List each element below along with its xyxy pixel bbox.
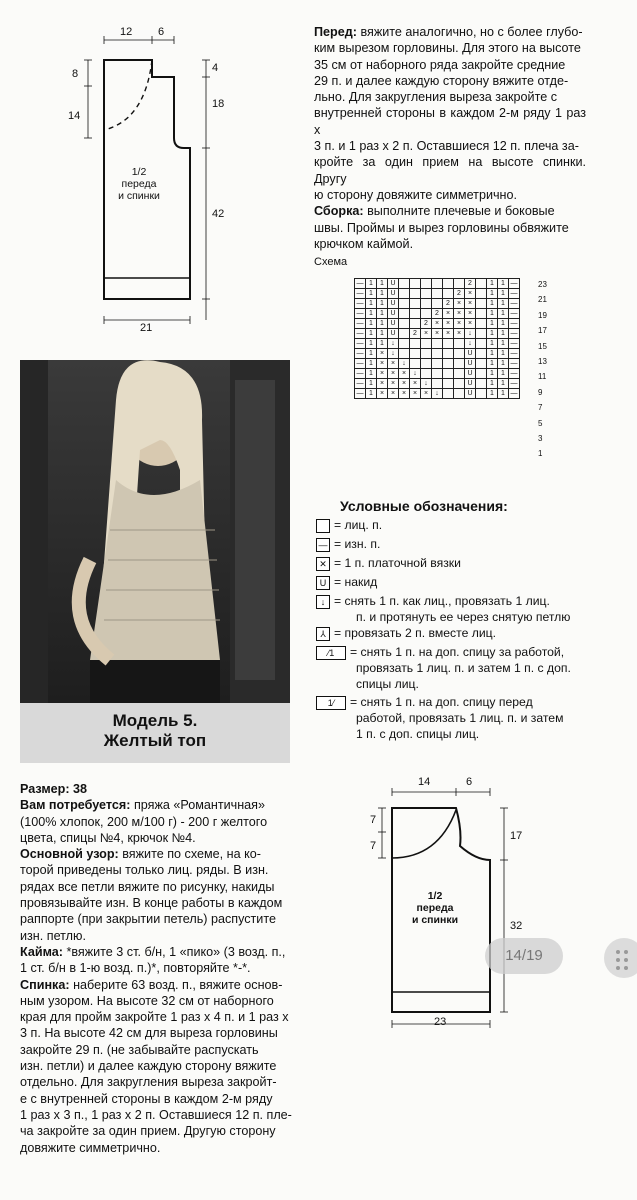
- schema-cell: [399, 289, 410, 299]
- schema-cell: [443, 379, 454, 389]
- schema-cell: 1: [487, 329, 498, 339]
- schema-cell: 1: [498, 389, 509, 399]
- size-line: Размер: 38: [20, 782, 88, 796]
- k2tog-icon: ⅄: [316, 627, 330, 641]
- model-number: Модель 5.: [112, 711, 198, 730]
- schema-cell: —: [356, 300, 364, 307]
- schema-cell: [454, 279, 465, 289]
- schema-cell: [476, 299, 487, 309]
- schema-cell: 1: [377, 329, 388, 339]
- dim-7a-bottom: 7: [370, 814, 377, 826]
- schema-cell: ↓: [465, 339, 476, 349]
- schema-cell: ×: [443, 329, 454, 339]
- schema-cell: 1: [366, 379, 377, 389]
- schema-cell: ×: [454, 299, 465, 309]
- garter-stitch-icon: ✕: [316, 557, 330, 571]
- schema-cell: [399, 309, 410, 319]
- schema-cell: 1: [498, 379, 509, 389]
- schema-cell: ×: [443, 319, 454, 329]
- dim-12: 12: [120, 26, 133, 38]
- schema-cell: [421, 369, 432, 379]
- schema-cell: —: [510, 300, 518, 307]
- schema-cell: —: [356, 370, 364, 377]
- schema-cell: —: [356, 390, 364, 397]
- schema-cell: 1: [487, 379, 498, 389]
- schema-cell: 1: [487, 369, 498, 379]
- schema-cell: [454, 359, 465, 369]
- schema-cell: [454, 389, 465, 399]
- schema-cell: U: [388, 299, 399, 309]
- schema-cell: ↓: [410, 369, 421, 379]
- schema-cell: 1: [377, 339, 388, 349]
- schema-cell: —: [356, 320, 364, 327]
- legend-title: Условные обозначения:: [340, 498, 508, 514]
- schema-cell: [432, 289, 443, 299]
- knitting-schema: [354, 278, 520, 399]
- schema-cell: ×: [377, 349, 388, 359]
- schema-row-number: 15: [538, 341, 547, 351]
- dim-6-bottom: 6: [466, 776, 473, 788]
- schema-row-number: 13: [538, 357, 547, 366]
- schema-cell: ×: [410, 389, 421, 399]
- schema-cell: 1: [498, 289, 509, 299]
- schema-cell: ↓: [388, 349, 399, 359]
- schema-row-number: 11: [538, 372, 547, 382]
- schema-cell: [476, 319, 487, 329]
- schema-cell: 1: [487, 279, 498, 289]
- model-photo: [20, 360, 290, 703]
- schema-cell: ↓: [421, 379, 432, 389]
- schema-cell: ×: [399, 389, 410, 399]
- dim-7b-bottom: 7: [370, 840, 377, 852]
- schema-cell: [421, 299, 432, 309]
- schema-row-number: 23: [538, 280, 547, 289]
- schema-cell: [476, 309, 487, 319]
- model-name: Желтый топ: [103, 731, 207, 750]
- instructions-text: Размер: 38 Вам потребуется: пряжа «Романтичная» (100% хлопок, 200 м/100 г) - 200 г желтого цвета, спицы №4, крючок №4. Основной узор: вяжите по схеме, на ко- торой приведены только лиц. ряды. В изн. рядах все петли вяжите по рисунку, накиды провязывайте изн. В конце работы в каждом раппорте (при закрытии петель) распустите изн. петлю. Кайма: *вяжите 3 ст. б/н, 1 «пико» (3 возд. п., 1 ст. б/н в 1-ю возд. п.)*, повторяйте *-*. Спинка: наберите 63 возд. п., вяжите основ- ным узором. На высоте 32 см от наборного края для пройм закройте 1 раз х 4 п. и 1 раз х 3 п. На высоте 42 см для выреза горловины закройте 29 п. (не забывайте распускать изн. петли) и далее каждую сторону вяжите отдельно. Для закругления выреза закройт- е с внутренней стороны в каждом 2-м ряду 1 раз х 3 п., 1 раз х 2 п. Оставшиеся 12 п. пле- ча закройте за один прием. Другую сторону довяжите симметрично.: [20, 782, 292, 1155]
- schema-row-number: 17: [538, 326, 547, 336]
- schema-cell: 1: [487, 299, 498, 309]
- schema-cell: ×: [377, 369, 388, 379]
- schema-cell: [454, 379, 465, 389]
- schema-cell: —: [510, 340, 518, 347]
- schema-cell: [410, 279, 421, 289]
- schema-cell: —: [510, 350, 518, 357]
- front-section: Перед: вяжите аналогично, но с более глубо- ким вырезом горловины. Для этого на высоте 35 см от наборного ряда закройте средние 29 п. и далее каждую сторону вяжите отде- льно. Для закругления выреза закройте с внутренней стороны в каждом 2-м ряду 1 раз х 3 п. и 1 раз х 2 п. Оставшиеся 12 п. плеча за- кройте за один прием на высоте спинки. Другу ю сторону довяжите симметрично. Сборка: выполните плечевые и боковые швы. Проймы и вырез горловины обвяжите крючком каймой.: [314, 25, 586, 251]
- schema-cell: 1: [498, 299, 509, 309]
- schema-row-number: 3: [538, 434, 543, 443]
- schema-cell: [443, 289, 454, 299]
- schema-cell: [410, 349, 421, 359]
- schema-row-number: 21: [538, 295, 547, 305]
- schema-cell: [421, 289, 432, 299]
- schema-cell: —: [356, 290, 364, 297]
- schema-cell: ×: [454, 329, 465, 339]
- schema-title: Схема: [314, 256, 348, 268]
- schema-cell: [399, 349, 410, 359]
- schema-cell: 1: [366, 369, 377, 379]
- schema-row-number: 1: [538, 449, 543, 459]
- schema-cell: 1: [377, 279, 388, 289]
- schema-cell: ↓: [465, 329, 476, 339]
- schema-cell: —: [356, 280, 364, 287]
- yarn-over-icon: U: [316, 576, 330, 590]
- schema-cell: [432, 379, 443, 389]
- schema-cell: ×: [377, 389, 388, 399]
- schema-cell: [476, 329, 487, 339]
- schema-row-number: 19: [538, 310, 547, 320]
- schema-cell: 2: [432, 309, 443, 319]
- schema-cell: ×: [432, 319, 443, 329]
- schema-cell: ×: [377, 359, 388, 369]
- schema-row-number: 5: [538, 418, 543, 428]
- schema-cell: [410, 359, 421, 369]
- schema-cell: —: [356, 380, 364, 387]
- schema-cell: ×: [399, 369, 410, 379]
- schema-cell: [399, 279, 410, 289]
- schema-cell: [432, 339, 443, 349]
- schema-cell: [432, 299, 443, 309]
- schema-cell: [410, 339, 421, 349]
- schema-cell: —: [510, 380, 518, 387]
- schema-cell: [476, 389, 487, 399]
- schema-cell: ×: [443, 309, 454, 319]
- schema-cell: [399, 319, 410, 329]
- dim-4: 4: [212, 62, 219, 74]
- cable-front-icon: 1⁄: [316, 696, 346, 710]
- schema-cell: [399, 299, 410, 309]
- bottom-pattern-diagram: [360, 770, 560, 1040]
- schema-cell: ×: [454, 319, 465, 329]
- page-indicator: 14/19: [485, 938, 563, 974]
- slip-knit-pass-icon: ↓: [316, 595, 330, 609]
- schema-cell: [454, 349, 465, 359]
- schema-cell: ×: [388, 379, 399, 389]
- schema-cell: 2: [443, 299, 454, 309]
- schema-cell: 1: [366, 309, 377, 319]
- schema-cell: U: [388, 329, 399, 339]
- dim-14: 14: [68, 110, 81, 122]
- schema-cell: 1: [366, 279, 377, 289]
- schema-cell: [476, 289, 487, 299]
- schema-cell: U: [465, 369, 476, 379]
- schema-row-number: 7: [538, 403, 543, 413]
- schema-cell: [443, 279, 454, 289]
- schema-cell: ×: [399, 379, 410, 389]
- purl-stitch-icon: —: [316, 538, 330, 552]
- schema-cell: [432, 349, 443, 359]
- schema-cell: 1: [487, 289, 498, 299]
- schema-cell: 2: [421, 319, 432, 329]
- schema-cell: 1: [487, 309, 498, 319]
- dim-23-bottom: 23: [434, 1016, 447, 1028]
- schema-cell: U: [465, 379, 476, 389]
- schema-cell: —: [356, 330, 364, 337]
- top-pattern-label: 1/2 переда и спинки: [118, 166, 160, 202]
- schema-cell: ↓: [399, 359, 410, 369]
- schema-cell: [432, 369, 443, 379]
- schema-cell: [432, 279, 443, 289]
- schema-cell: [432, 359, 443, 369]
- bottom-pattern-label: 1/2 переда и спинки: [411, 890, 459, 926]
- schema-cell: 1: [487, 349, 498, 359]
- schema-cell: 1: [498, 349, 509, 359]
- schema-cell: 2: [410, 329, 421, 339]
- cable-back-icon: ⁄1: [316, 646, 346, 660]
- schema-cell: [443, 359, 454, 369]
- bottom-pattern-lines: [360, 770, 560, 1040]
- schema-cell: ×: [465, 289, 476, 299]
- dim-17-bottom: 17: [510, 830, 523, 842]
- schema-cell: 1: [498, 369, 509, 379]
- knit-stitch-icon: [316, 519, 330, 533]
- schema-row-number: 9: [538, 387, 543, 397]
- schema-cell: 1: [366, 359, 377, 369]
- schema-cell: 1: [498, 329, 509, 339]
- more-options-button[interactable]: [604, 938, 637, 978]
- schema-cell: U: [388, 319, 399, 329]
- schema-cell: ×: [465, 309, 476, 319]
- schema-cell: ×: [377, 379, 388, 389]
- schema-cell: [476, 339, 487, 349]
- schema-cell: ×: [465, 319, 476, 329]
- schema-cell: 1: [366, 389, 377, 399]
- schema-cell: [476, 359, 487, 369]
- schema-cell: [410, 309, 421, 319]
- schema-cell: —: [356, 360, 364, 367]
- schema-cell: —: [510, 310, 518, 317]
- schema-cell: U: [388, 279, 399, 289]
- schema-cell: 1: [487, 339, 498, 349]
- schema-cell: 1: [377, 289, 388, 299]
- schema-cell: [421, 279, 432, 289]
- schema-cell: [410, 289, 421, 299]
- schema-cell: 1: [498, 339, 509, 349]
- schema-cell: [443, 349, 454, 359]
- schema-cell: 1: [487, 389, 498, 399]
- photo-caption: [20, 703, 290, 763]
- schema-cell: ↓: [432, 389, 443, 399]
- schema-cell: —: [356, 350, 364, 357]
- schema-grid: [354, 278, 520, 399]
- schema-cell: [399, 329, 410, 339]
- schema-cell: ×: [421, 329, 432, 339]
- schema-cell: ×: [432, 329, 443, 339]
- schema-cell: ×: [388, 359, 399, 369]
- schema-cell: —: [510, 280, 518, 287]
- schema-cell: [476, 379, 487, 389]
- schema-cell: —: [510, 390, 518, 397]
- schema-cell: ×: [388, 369, 399, 379]
- schema-cell: 1: [498, 319, 509, 329]
- dim-14-bottom: 14: [418, 776, 431, 788]
- dots-grid-icon: [604, 938, 637, 978]
- schema-cell: ↓: [388, 339, 399, 349]
- schema-cell: 1: [377, 299, 388, 309]
- dim-6: 6: [158, 26, 165, 38]
- schema-cell: 1: [366, 349, 377, 359]
- schema-cell: —: [356, 340, 364, 347]
- schema-cell: 1: [498, 279, 509, 289]
- schema-cell: ×: [465, 299, 476, 309]
- schema-cell: 1: [366, 299, 377, 309]
- schema-cell: 1: [366, 339, 377, 349]
- schema-cell: [410, 319, 421, 329]
- dim-8: 8: [72, 68, 79, 80]
- schema-cell: [410, 299, 421, 309]
- top-pattern-diagram: [60, 20, 240, 340]
- schema-cell: ×: [410, 379, 421, 389]
- schema-cell: [399, 339, 410, 349]
- schema-cell: —: [510, 360, 518, 367]
- schema-cell: [476, 279, 487, 289]
- schema-cell: [454, 369, 465, 379]
- schema-cell: —: [510, 320, 518, 327]
- schema-cell: [421, 309, 432, 319]
- schema-cell: [421, 339, 432, 349]
- schema-cell: [421, 359, 432, 369]
- schema-cell: 1: [377, 309, 388, 319]
- schema-cell: 1: [498, 309, 509, 319]
- schema-cell: [443, 389, 454, 399]
- schema-cell: [476, 369, 487, 379]
- schema-cell: ×: [454, 309, 465, 319]
- dim-18: 18: [212, 98, 225, 110]
- schema-cell: 1: [498, 359, 509, 369]
- schema-cell: 2: [465, 279, 476, 289]
- schema-cell: —: [510, 330, 518, 337]
- schema-cell: [443, 339, 454, 349]
- schema-cell: —: [356, 310, 364, 317]
- dim-32-bottom: 32: [510, 920, 523, 932]
- schema-cell: 1: [487, 359, 498, 369]
- schema-cell: ×: [388, 389, 399, 399]
- schema-cell: —: [510, 370, 518, 377]
- dim-42: 42: [212, 208, 225, 220]
- schema-cell: [421, 349, 432, 359]
- schema-cell: U: [465, 359, 476, 369]
- schema-cell: U: [465, 389, 476, 399]
- schema-cell: 2: [454, 289, 465, 299]
- schema-cell: U: [465, 349, 476, 359]
- schema-cell: 1: [366, 289, 377, 299]
- schema-cell: —: [510, 290, 518, 297]
- schema-cell: 1: [366, 319, 377, 329]
- dim-21: 21: [140, 322, 153, 334]
- schema-cell: 1: [366, 329, 377, 339]
- schema-cell: U: [388, 289, 399, 299]
- schema-cell: 1: [487, 319, 498, 329]
- schema-cell: ×: [421, 389, 432, 399]
- schema-cell: 1: [377, 319, 388, 329]
- schema-cell: [443, 369, 454, 379]
- schema-cell: [454, 339, 465, 349]
- schema-cell: [476, 349, 487, 359]
- schema-cell: U: [388, 309, 399, 319]
